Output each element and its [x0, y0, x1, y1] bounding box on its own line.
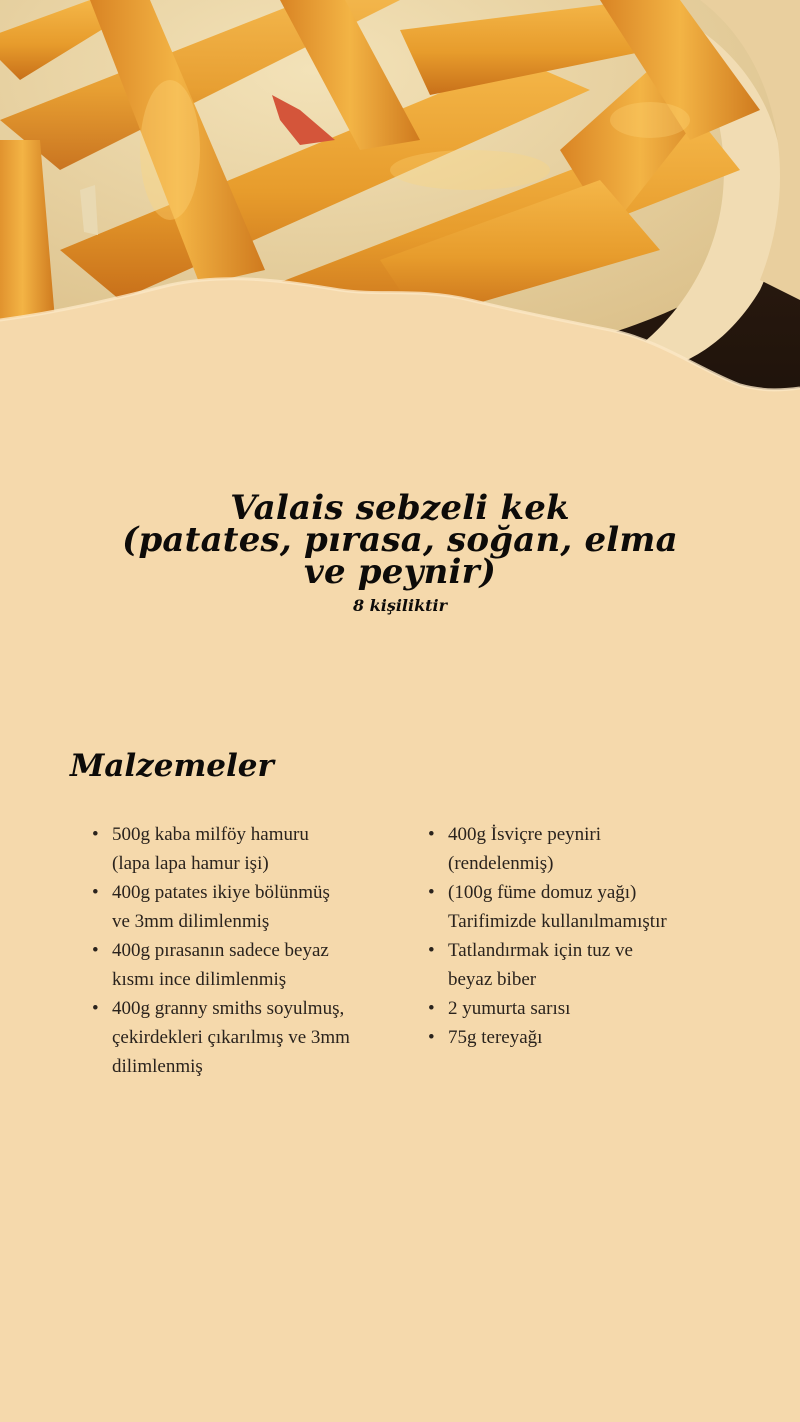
ingredients-heading: Malzemeler [70, 748, 274, 784]
ingredient-text: kısmı ince dilimlenmiş [112, 969, 287, 990]
recipe-title [0, 488, 800, 592]
recipe-title-line: Valais sebzeli kek [230, 488, 570, 528]
ingredients-list-left [92, 820, 402, 1081]
bullet-icon: • [92, 882, 99, 903]
ingredient-text: 400g İsviçre peyniri [448, 824, 602, 845]
ingredient-item [428, 994, 728, 1023]
bullet-icon: • [92, 940, 99, 961]
ingredient-text: (100g füme domuz yağı) [448, 882, 637, 903]
ingredient-text: beyaz biber [448, 969, 537, 990]
hero-image [0, 0, 800, 400]
ingredient-item [428, 936, 728, 994]
recipe-title-line: ve peynir) [303, 552, 497, 592]
bullet-icon: • [92, 998, 99, 1019]
ingredient-item [428, 820, 728, 878]
ingredient-item [92, 878, 402, 936]
ingredient-item [428, 878, 728, 936]
recipe-title-line: (patates, pırasa, soğan, elma [122, 520, 678, 560]
bullet-icon: • [428, 882, 435, 903]
servings-label: 8 kişiliktir [352, 596, 448, 615]
ingredient-text: 400g granny smiths soyulmuş, [112, 998, 345, 1019]
bullet-icon: • [428, 940, 435, 961]
bullet-icon: • [428, 1027, 435, 1048]
ingredient-text: Tatlandırmak için tuz ve [448, 940, 633, 961]
ingredient-item [92, 936, 402, 994]
pie-photo [0, 0, 800, 400]
recipe-title-block [0, 488, 800, 615]
ingredient-text: 2 yumurta sarısı [448, 998, 571, 1019]
ingredients-list-right [428, 820, 728, 1052]
ingredient-text: 400g patates ikiye bölünmüş [112, 882, 330, 903]
bullet-icon: • [92, 824, 99, 845]
ingredient-item [92, 994, 402, 1081]
ingredient-text: 500g kaba milföy hamuru [112, 824, 309, 845]
ingredient-item [92, 820, 402, 878]
ingredient-item [428, 1023, 728, 1052]
ingredient-text: çekirdekleri çıkarılmış ve 3mm [112, 1027, 350, 1048]
bullet-icon: • [428, 998, 435, 1019]
ingredient-text: Tarifimizde kullanılmamıştır [448, 911, 667, 932]
ingredient-text: 75g tereyağı [448, 1027, 543, 1048]
bullet-icon: • [428, 824, 435, 845]
ingredient-text: (lapa lapa hamur işi) [112, 853, 269, 874]
ingredient-text: (rendelenmiş) [448, 853, 554, 874]
ingredient-text: ve 3mm dilimlenmiş [112, 911, 270, 932]
ingredient-text: 400g pırasanın sadece beyaz [112, 940, 329, 961]
ingredient-text: dilimlenmiş [112, 1056, 203, 1077]
